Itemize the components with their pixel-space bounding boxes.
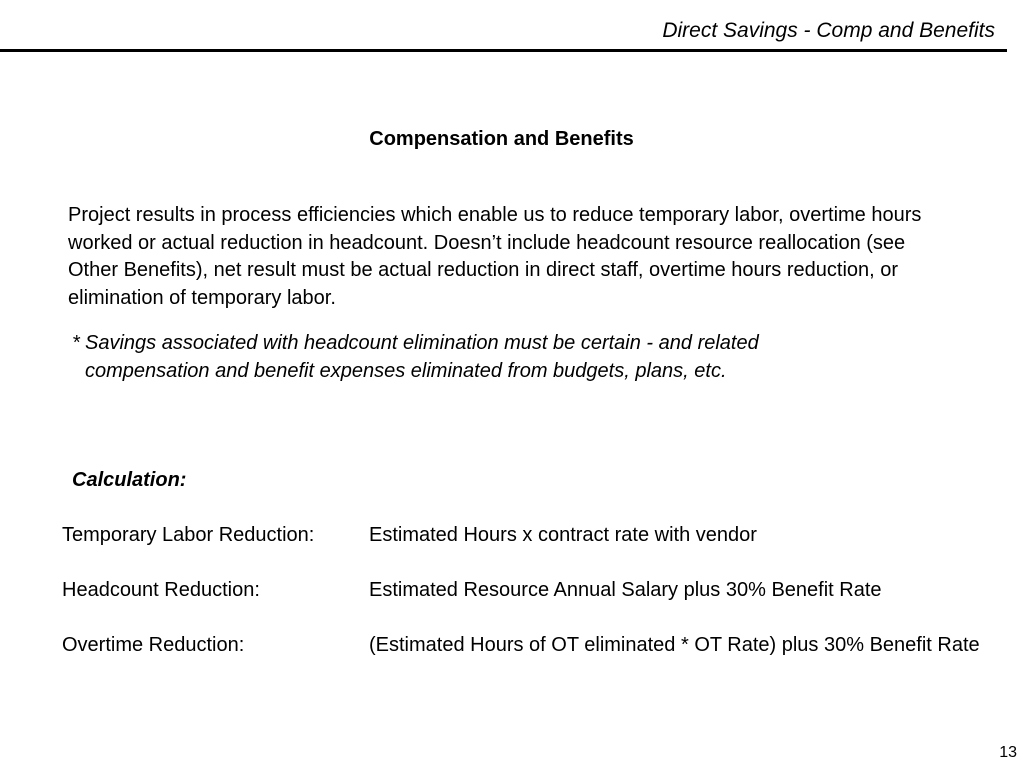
calculation-row-headcount bbox=[62, 577, 982, 605]
calculation-list bbox=[62, 522, 982, 687]
calculation-label: Overtime Reduction: bbox=[62, 634, 245, 656]
calculation-label: Headcount Reduction: bbox=[62, 579, 260, 601]
calculation-label: Temporary Labor Reduction: bbox=[62, 524, 315, 546]
calculation-formula: (Estimated Hours of OT eliminated * OT Rate) plus 30% Benefit Rate bbox=[369, 634, 980, 656]
calculation-row-temporary-labor bbox=[62, 522, 982, 550]
calculation-heading: Calculation: bbox=[72, 469, 187, 491]
section-title: Compensation and Benefits bbox=[369, 128, 634, 150]
intro-paragraph: Project results in process efficiencies which enable us to reduce temporary labor, overtime hours worked or actual reduction in headcount. Doesn’t include headcount resource reallocation (see Other Benefits), net result must be actual reduction in direct staff, overtime hours reduction, or elimination of temporary labor. bbox=[68, 204, 922, 309]
header-divider bbox=[0, 49, 1007, 52]
calculation-formula: Estimated Resource Annual Salary plus 30% Benefit Rate bbox=[369, 579, 882, 601]
calculation-formula: Estimated Hours x contract rate with vendor bbox=[369, 524, 757, 546]
footnote bbox=[72, 330, 872, 385]
slide-header-title: Direct Savings - Comp and Benefits bbox=[662, 19, 995, 42]
footnote-text: Savings associated with headcount elimination must be certain - and related compensation and benefit expenses eliminated from budgets, plans, etc. bbox=[85, 332, 759, 382]
footnote-marker: * bbox=[72, 332, 80, 354]
page-number: 13 bbox=[999, 744, 1017, 761]
calculation-row-overtime bbox=[62, 632, 982, 660]
